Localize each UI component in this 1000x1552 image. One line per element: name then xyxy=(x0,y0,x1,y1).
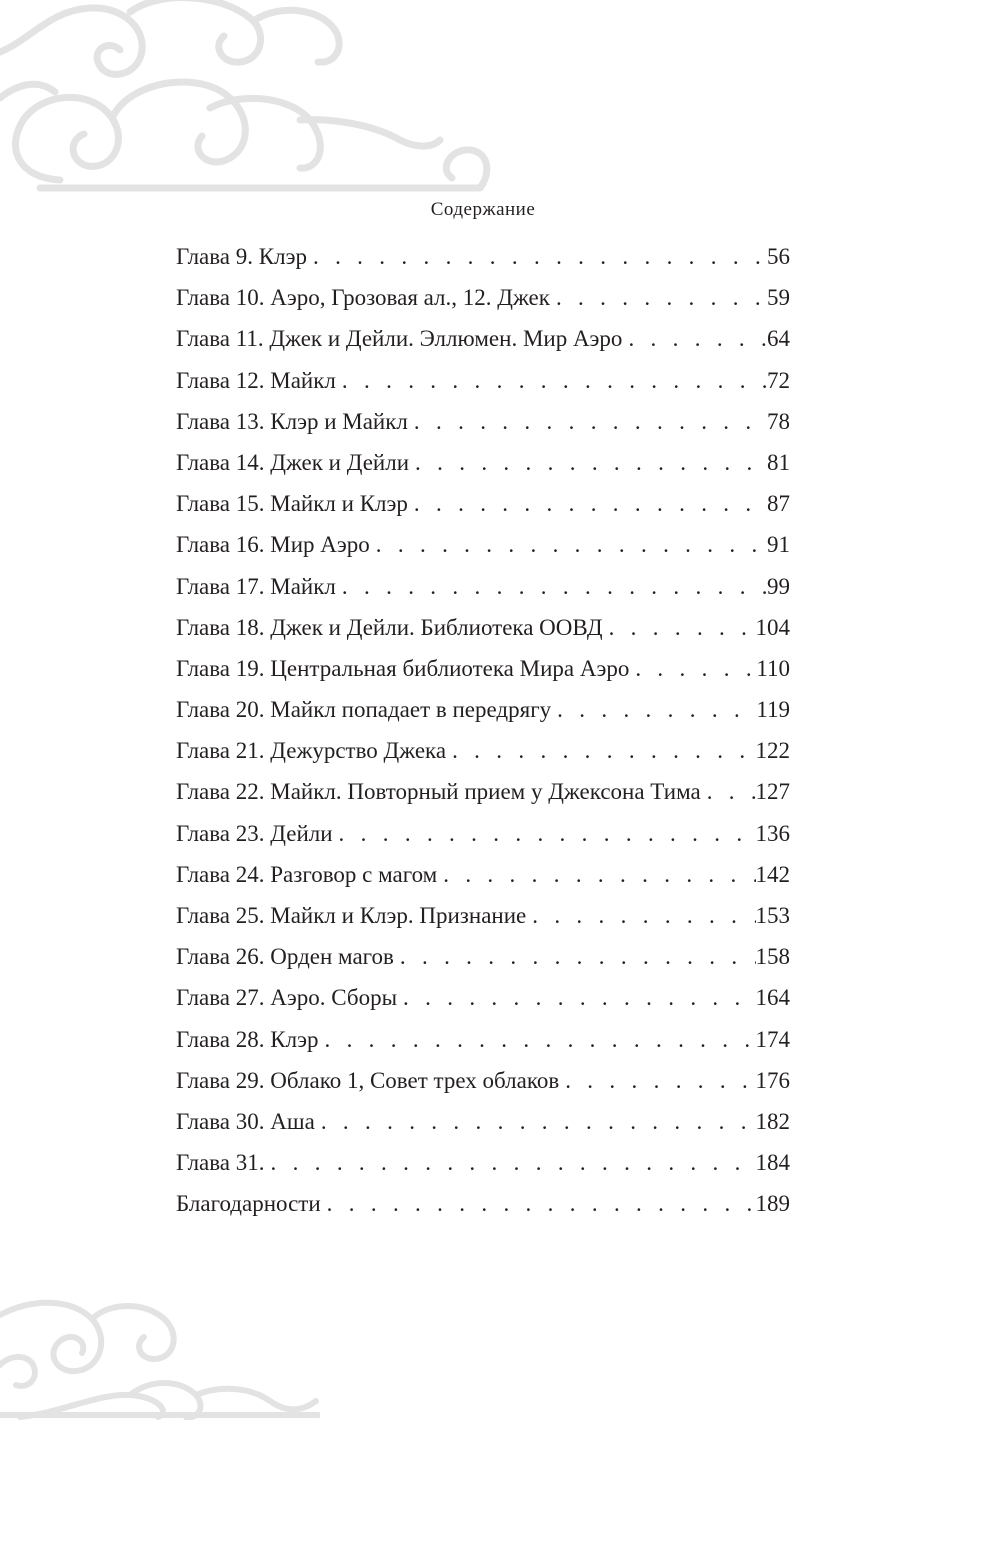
dot-leader xyxy=(370,524,767,565)
dot-leader xyxy=(315,1101,756,1142)
toc-entry xyxy=(176,1183,790,1224)
toc-entry xyxy=(176,895,790,936)
toc-entry-page-number: 142 xyxy=(755,861,790,887)
toc-entry-page-number: 110 xyxy=(756,655,790,681)
dot-leader xyxy=(333,813,756,854)
dot-leader xyxy=(550,277,767,318)
toc-entry-page-number: 153 xyxy=(755,903,790,928)
toc-entry xyxy=(176,1060,790,1101)
toc-entry xyxy=(176,607,790,648)
toc-entry-title: Глава 10. Аэро, Грозовая ал., 12. Джек xyxy=(176,285,550,311)
toc-entry-title: Глава 30. Аша xyxy=(176,1108,315,1134)
toc-entry xyxy=(176,1142,790,1183)
toc-entry-page-number: 174 xyxy=(755,1026,790,1052)
dot-leader xyxy=(559,1060,755,1101)
dot-leader xyxy=(408,483,767,524)
toc-entry-title: Глава 29. Облако 1, Совет трех облаков xyxy=(176,1067,560,1093)
toc-entry xyxy=(176,977,790,1018)
toc-entry xyxy=(176,566,790,607)
toc-entry-page-number: 72 xyxy=(767,367,790,393)
toc-entry-page-number: 164 xyxy=(755,985,790,1011)
dot-leader xyxy=(318,1019,755,1060)
toc-entry-page-number: 59 xyxy=(767,285,790,311)
toc-entry-page-number: 81 xyxy=(767,449,790,475)
toc-entry-title: Глава 16. Мир Аэро xyxy=(176,532,370,558)
toc-entry-page-number: 136 xyxy=(755,820,790,846)
toc-entry xyxy=(176,730,790,771)
toc-entry-page-number: 176 xyxy=(755,1067,790,1093)
dot-leader xyxy=(408,401,767,442)
toc-entry-page-number: 87 xyxy=(767,491,790,517)
cloud-ornament-icon xyxy=(0,0,500,200)
toc-entry-title: Глава 27. Аэро. Сборы xyxy=(176,985,398,1011)
toc-entry xyxy=(176,277,790,318)
running-head: Содержание xyxy=(430,199,536,220)
toc-entry-title: Глава 19. Центральная библиотека Мира Аэро xyxy=(176,655,630,681)
toc-entry-title: Глава 21. Дежурство Джека xyxy=(176,738,447,764)
dot-leader xyxy=(394,936,756,977)
toc-entry-page-number: 56 xyxy=(767,244,790,269)
dot-leader xyxy=(265,1142,756,1183)
toc-entry-title: Глава 17. Майкл xyxy=(176,573,336,599)
dot-leader xyxy=(321,1183,756,1224)
toc-entry-title: Глава 20. Майкл попадает в передрягу xyxy=(176,697,552,723)
dot-leader xyxy=(526,895,755,936)
toc-entry xyxy=(176,360,790,401)
toc-entry xyxy=(176,236,790,277)
toc-entry-page-number: 64 xyxy=(767,326,790,352)
toc-entry-page-number: 158 xyxy=(755,944,790,970)
toc-entry-title: Глава 15. Майкл и Клэр xyxy=(176,491,408,517)
toc-entry-page-number: 91 xyxy=(767,532,790,558)
toc-entry xyxy=(176,854,790,895)
toc-entry-title: Глава 23. Дейли xyxy=(176,820,333,846)
dot-leader xyxy=(336,566,767,607)
toc-entry-page-number: 182 xyxy=(755,1108,790,1134)
dot-leader xyxy=(397,977,755,1018)
toc-entry-page-number: 122 xyxy=(755,738,790,764)
toc-entry-title: Глава 28. Клэр xyxy=(176,1026,319,1052)
toc-entry-title: Глава 24. Разговор с магом xyxy=(176,861,438,887)
toc-entry-title: Глава 25. Майкл и Клэр. Признание xyxy=(176,903,527,928)
toc-entry-page-number: 184 xyxy=(755,1150,790,1176)
toc-entry-title: Глава 13. Клэр и Майкл xyxy=(176,408,408,434)
toc-entry xyxy=(176,1019,790,1060)
toc-entry-page-number: 99 xyxy=(767,573,790,599)
toc-entry-page-number: 78 xyxy=(767,408,790,434)
dot-leader xyxy=(622,318,767,359)
toc-entry-title: Глава 26. Орден магов xyxy=(176,944,394,970)
toc-entry-page-number: 189 xyxy=(755,1191,790,1217)
toc-entry xyxy=(176,936,790,977)
dot-leader xyxy=(701,771,756,812)
dot-leader xyxy=(409,442,767,483)
toc-entry-title: Глава 18. Джек и Дейли. Библиотека ООВД xyxy=(176,614,603,640)
toc-entry-page-number: 127 xyxy=(755,779,790,805)
cloud-ornament-icon xyxy=(0,1295,320,1420)
toc-entry xyxy=(176,442,790,483)
toc-entry xyxy=(176,524,790,565)
toc-entry-title: Глава 9. Клэр xyxy=(176,244,307,269)
toc-entry xyxy=(176,401,790,442)
dot-leader xyxy=(437,854,755,895)
toc-entry xyxy=(176,689,790,730)
toc-entry-title: Глава 14. Джек и Дейли xyxy=(176,449,410,475)
toc-entry xyxy=(176,813,790,854)
toc-entry xyxy=(176,318,790,359)
dot-leader xyxy=(446,730,755,771)
dot-leader xyxy=(551,689,756,730)
dot-leader xyxy=(336,360,767,401)
toc-entry-title: Глава 22. Майкл. Повторный прием у Джексона Тима xyxy=(176,779,701,805)
toc-entry xyxy=(176,771,790,812)
toc-entry-page-number: 119 xyxy=(756,697,790,723)
toc-entry-title: Глава 31. xyxy=(176,1150,265,1176)
toc-entry-page-number: 104 xyxy=(755,614,790,640)
table-of-contents xyxy=(176,236,790,1225)
dot-leader xyxy=(603,607,756,648)
toc-entry xyxy=(176,483,790,524)
toc-entry-title: Глава 11. Джек и Дейли. Эллюмен. Мир Аэро xyxy=(176,326,623,352)
toc-entry-title: Глава 12. Майкл xyxy=(176,367,336,393)
dot-leader xyxy=(307,236,767,277)
toc-entry xyxy=(176,1101,790,1142)
dot-leader xyxy=(629,648,756,689)
toc-entry xyxy=(176,648,790,689)
toc-entry-title: Благодарности xyxy=(176,1191,321,1217)
